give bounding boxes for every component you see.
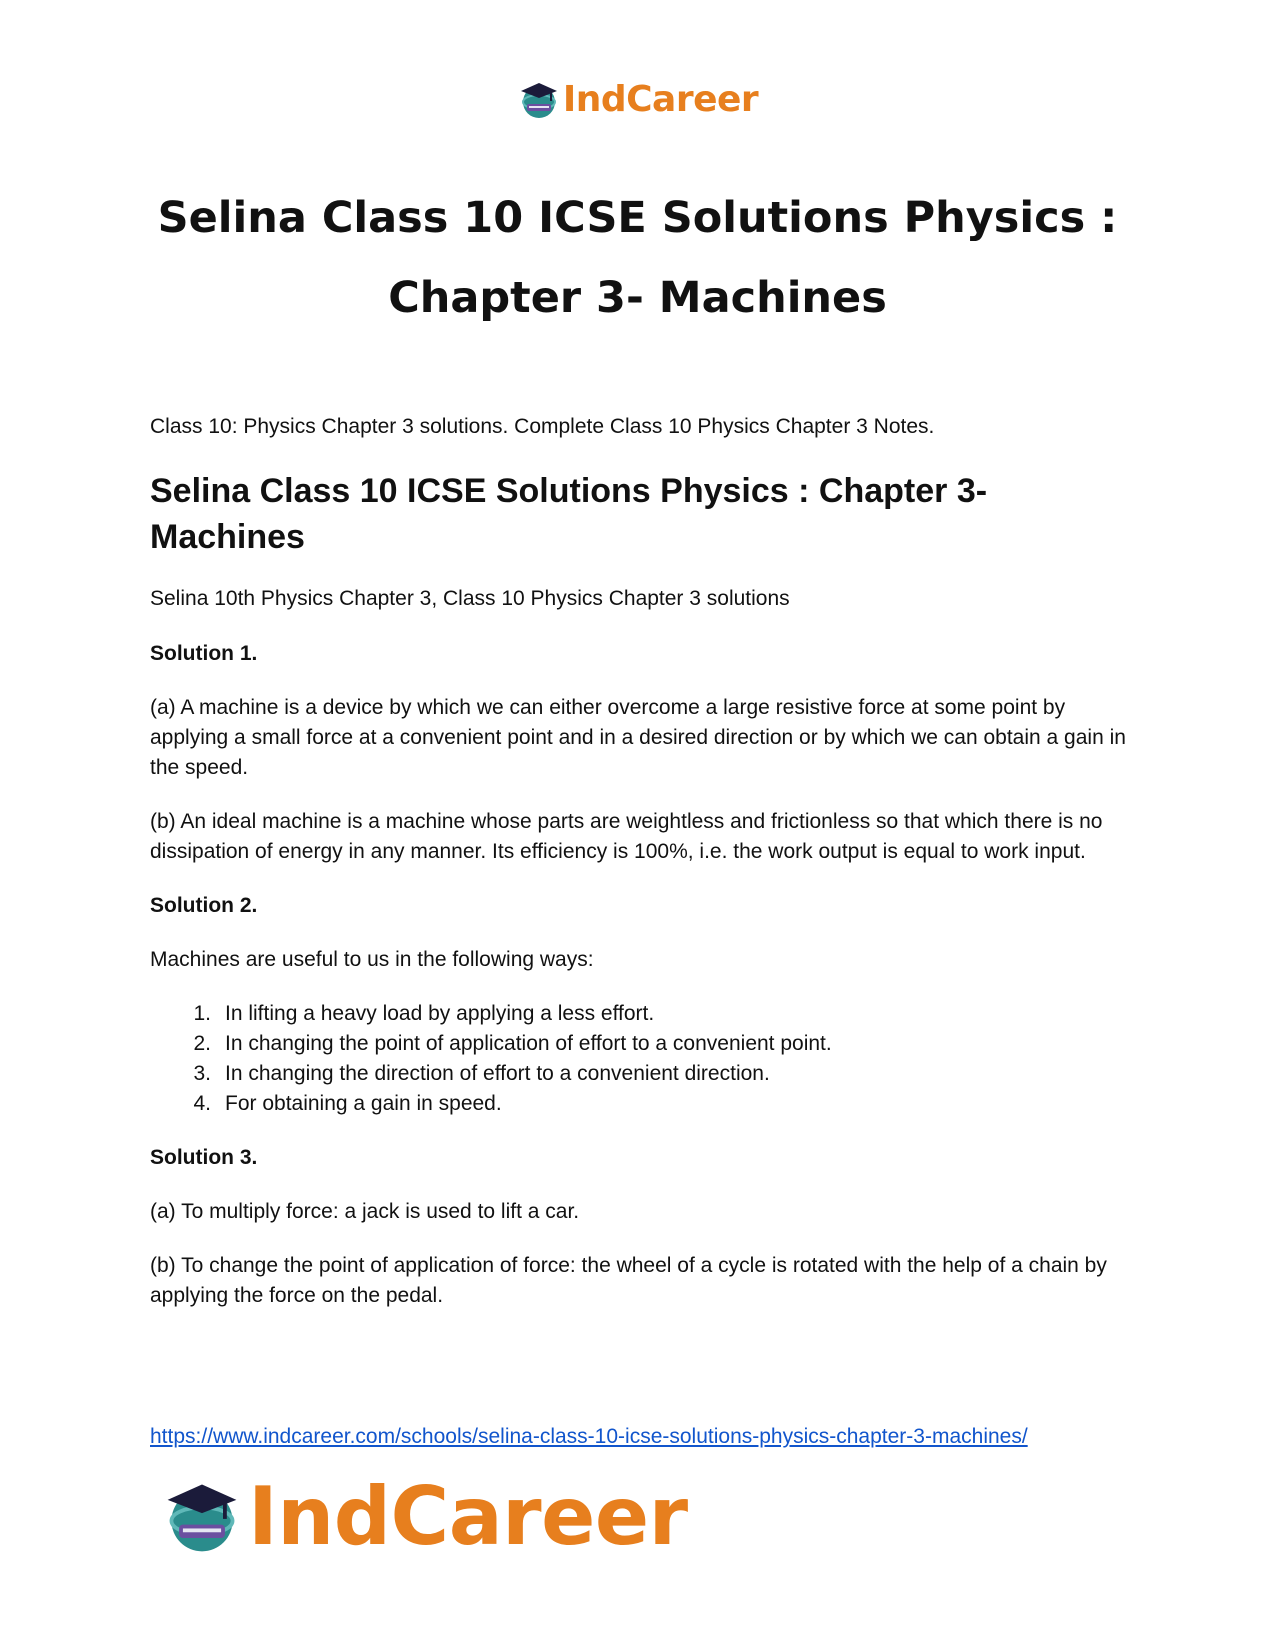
- list-item-text: In changing the direction of effort to a convenient direction.: [225, 1062, 770, 1085]
- list-item: [150, 1089, 1140, 1119]
- list-item-text: For obtaining a gain in speed.: [225, 1092, 502, 1115]
- list-item: [150, 999, 1140, 1029]
- solution-2-list: [150, 999, 1140, 1119]
- page-title: [0, 178, 1275, 338]
- solution-3-label: Solution 3.: [150, 1146, 258, 1169]
- solution-2-label: Solution 2.: [150, 894, 258, 917]
- source-link[interactable]: https://www.indcareer.com/schools/selina-class-10-icse-solutions-physics-chapter-3-machines/: [150, 1425, 1028, 1448]
- logo-text: IndCareer: [248, 1470, 688, 1563]
- list-item-number: 4.: [193, 1092, 211, 1115]
- page-title-line-2: Chapter 3- Machines: [388, 273, 887, 323]
- list-item-text: In changing the point of application of effort to a convenient point.: [225, 1032, 832, 1055]
- list-item: [150, 1059, 1140, 1089]
- list-item-number: 1.: [193, 1002, 211, 1025]
- graduation-globe-icon: [517, 80, 561, 120]
- list-item-number: 2.: [193, 1032, 211, 1055]
- list-item: [150, 1029, 1140, 1059]
- solution-1-part-b: (b) An ideal machine is a machine whose parts are weightless and frictionless so that which there is no dissipation of energy in any manner. Its efficiency is 100%, i.e. the work output is equal to work input.: [150, 810, 1103, 863]
- document-body: [150, 412, 1140, 1335]
- solution-3-part-b: (b) To change the point of application of force: the wheel of a cycle is rotated with the help of a chain by applying the force on the pedal.: [150, 1254, 1107, 1307]
- section-heading: Selina Class 10 ICSE Solutions Physics : Chapter 3- Machines: [150, 472, 988, 556]
- footer-logo: [160, 1472, 688, 1562]
- page-title-line-1: Selina Class 10 ICSE Solutions Physics :: [157, 193, 1118, 243]
- header-logo: [0, 80, 1275, 120]
- list-item-text: In lifting a heavy load by applying a less effort.: [225, 1002, 655, 1025]
- subheading-paragraph: Selina 10th Physics Chapter 3, Class 10 Physics Chapter 3 solutions: [150, 587, 790, 610]
- solution-1-part-a: (a) A machine is a device by which we can either overcome a large resistive force at some point by applying a small force at a convenient point and in a desired direction or by which we can obtain a gain in the speed.: [150, 696, 1126, 779]
- logo-text: IndCareer: [562, 79, 759, 120]
- solution-3-part-a: (a) To multiply force: a jack is used to lift a car.: [150, 1200, 580, 1223]
- intro-paragraph: Class 10: Physics Chapter 3 solutions. Complete Class 10 Physics Chapter 3 Notes.: [150, 415, 935, 438]
- graduation-globe-icon: [160, 1475, 244, 1559]
- solution-1-label: Solution 1.: [150, 642, 258, 665]
- list-item-number: 3.: [193, 1062, 211, 1085]
- solution-2-intro: Machines are useful to us in the following ways:: [150, 948, 594, 971]
